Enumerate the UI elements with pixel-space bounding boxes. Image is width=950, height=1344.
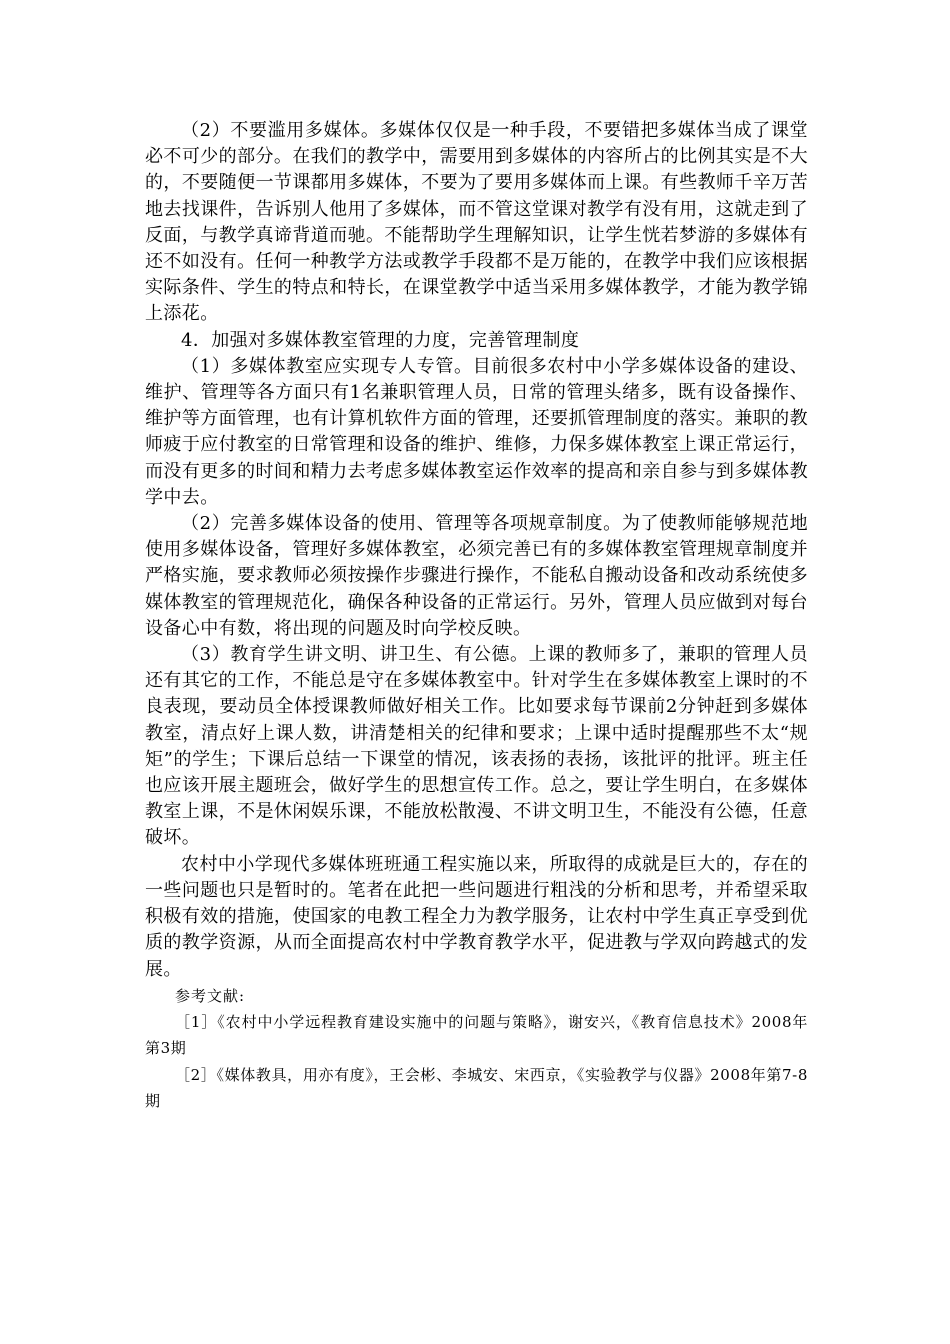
- paragraph-avoid-overuse: （2）不要滥用多媒体。多媒体仅仅是一种手段，不要错把多媒体当成了课堂必不可少的部分。在我们的教学中，需要用到多媒体的内容所占的比例其实是不大的，不要随便一节课都用多媒体，不要为了要用多媒体而上课。有些教师千辛万苦地去找课件，告诉别人他用了多媒体，而不管这堂课对教学有没有用，这就走到了反面，与教学真谛背道而驰。不能帮助学生理解知识，让学生恍若梦游的多媒体有还不如没有。任何一种教学方法或教学手段都不是万能的，在教学中我们应该根据实际条件、学生的特点和特长，在课堂教学中适当采用多媒体教学，才能为教学锦上添花。: [145, 120, 808, 325]
- section-heading-management: 4．加强对多媒体教室管理的力度，完善管理制度: [181, 329, 580, 351]
- reference-item: ［1］《农村中小学远程教育建设实施中的问题与策略》，谢安兴，《教育信息技术》2008年第3期: [145, 1012, 808, 1058]
- paragraph-dedicated-staff: （1）多媒体教室应实现专人专管。目前很多农村中小学多媒体设备的建设、维护、管理等各方面只有1名兼职管理人员，日常的管理头绪多，既有设备操作、维护等方面管理，也有计算机软件方面的管理，还要抓管理制度的落实。兼职的教师疲于应付教室的日常管理和设备的维护、维修，力保多媒体教室上课正常运行，而没有更多的时间和精力去考虑多媒体教室运作效率的提高和亲自参与到多媒体教学中去。: [145, 355, 808, 508]
- paragraph-regulations: （2）完善多媒体设备的使用、管理等各项规章制度。为了使教师能够规范地使用多媒体设备，管理好多媒体教室，必须完善已有的多媒体教室管理规章制度并严格实施，要求教师必须按操作步骤进行操作，不能私自搬动设备和改动系统使多媒体教室的管理规范化，确保各种设备的正常运行。另外，管理人员应做到对每台设备心中有数，将出现的问题及时向学校反映。: [145, 513, 808, 639]
- paragraph-student-conduct: （3）教育学生讲文明、讲卫生、有公德。上课的教师多了，兼职的管理人员还有其它的工作，不能总是守在多媒体教室中。针对学生在多媒体教室上课时的不良表现，要动员全体授课教师做好相关工作。比如要求每节课前2分钟赶到多媒体教室，清点好上课人数，讲清楚相关的纪律和要求；上课中适时提醒那些不太“规矩”的学生；下课后总结一下课堂的情况，该表扬的表扬，该批评的批评。班主任也应该开展主题班会，做好学生的思想宣传工作。总之，要让学生明白，在多媒体教室上课，不是休闲娱乐课，不能放松散漫、不讲文明卫生，不能没有公德，任意破坏。: [145, 644, 808, 849]
- references-title: 参考文献:: [175, 986, 246, 1005]
- reference-item: ［2］《媒体教具，用亦有度》，王会彬、李城安、宋西京，《实验教学与仪器》2008年第7-8期: [145, 1065, 808, 1111]
- document-page: [145, 118, 808, 1115]
- paragraph-conclusion: 农村中小学现代多媒体班班通工程实施以来，所取得的成就是巨大的，存在的一些问题也只是暂时的。笔者在此把一些问题进行粗浅的分析和思考，并希望采取积极有效的措施，使国家的电教工程全力为教学服务，让农村中学生真正享受到优质的教学资源，从而全面提高农村中学教育教学水平，促进教与学双向跨越式的发展。: [145, 853, 808, 980]
